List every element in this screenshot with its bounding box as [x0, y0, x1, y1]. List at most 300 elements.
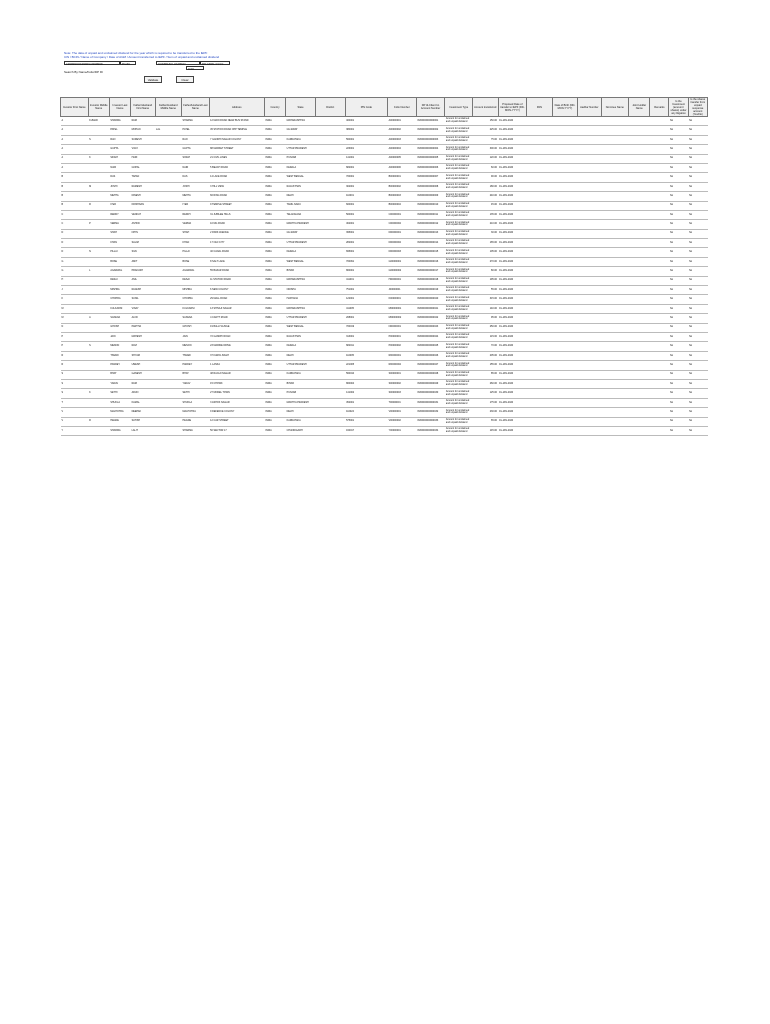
table-cell[interactable]	[601, 417, 629, 426]
table-cell[interactable]	[315, 351, 345, 360]
table-cell[interactable]	[629, 267, 650, 276]
table-cell[interactable]	[578, 239, 601, 248]
table-cell[interactable]: C00000001	[388, 210, 417, 219]
table-cell[interactable]	[155, 295, 182, 304]
table-cell[interactable]: D00000003	[388, 248, 417, 257]
table-cell[interactable]	[552, 154, 577, 163]
table-cell[interactable]: TIWARI	[109, 351, 130, 360]
table-cell[interactable]: 560010	[345, 370, 387, 379]
table-cell[interactable]: IN30000000000034	[416, 426, 445, 435]
table-cell[interactable]: 560001	[345, 135, 387, 144]
table-cell[interactable]: No	[688, 135, 707, 144]
table-cell[interactable]: No	[669, 417, 688, 426]
table-cell[interactable]: BIHAR	[286, 379, 316, 388]
table-cell[interactable]: 01-JAN-2020	[498, 361, 527, 370]
table-cell[interactable]: 55.00	[473, 286, 498, 295]
table-cell[interactable]	[527, 201, 552, 210]
table-cell[interactable]	[315, 332, 345, 341]
table-cell[interactable]: S	[61, 389, 89, 398]
table-cell[interactable]: 145.00	[473, 426, 498, 435]
table-cell[interactable]	[650, 229, 669, 238]
table-cell[interactable]: No	[688, 332, 707, 341]
table-cell[interactable]: No	[669, 201, 688, 210]
table-cell[interactable]	[629, 126, 650, 135]
table-cell[interactable]: S00000003	[388, 389, 417, 398]
table-cell[interactable]: IN30000000000009	[416, 192, 445, 201]
table-cell[interactable]: 11 STATION ROAD	[209, 276, 264, 285]
table-cell[interactable]	[552, 304, 577, 313]
table-cell[interactable]: RAVI	[131, 342, 155, 351]
table-cell[interactable]	[629, 117, 650, 126]
table-cell[interactable]: No	[669, 295, 688, 304]
table-cell[interactable]: GUJARAT	[286, 229, 316, 238]
table-cell[interactable]: LAL	[155, 126, 182, 135]
table-cell[interactable]: Amount for unclaimed and unpaid dividend	[445, 342, 473, 351]
table-cell[interactable]: MENON	[109, 342, 130, 351]
table-cell[interactable]	[601, 173, 629, 182]
table-cell[interactable]	[601, 332, 629, 341]
table-cell[interactable]	[527, 135, 552, 144]
table-cell[interactable]: 01-JAN-2020	[498, 201, 527, 210]
table-cell[interactable]	[650, 398, 669, 407]
table-cell[interactable]	[155, 314, 182, 323]
table-cell[interactable]: Amount for unclaimed and unpaid dividend	[445, 276, 473, 285]
table-cell[interactable]: IN30000000000006	[416, 163, 445, 172]
table-cell[interactable]	[629, 417, 650, 426]
table-cell[interactable]: Amount for unclaimed and unpaid dividend	[445, 398, 473, 407]
table-cell[interactable]: KULKARNI	[182, 304, 210, 313]
table-cell[interactable]: 70.00	[473, 342, 498, 351]
table-cell[interactable]	[578, 267, 601, 276]
table-cell[interactable]: INDIA	[264, 135, 285, 144]
table-cell[interactable]: VINAY	[131, 304, 155, 313]
table-cell[interactable]: YADAV	[182, 379, 210, 388]
table-cell[interactable]: Amount for unclaimed and unpaid dividend	[445, 163, 473, 172]
table-cell[interactable]: 313001	[345, 332, 387, 341]
table-cell[interactable]: NITIN	[131, 229, 155, 238]
table-cell[interactable]	[601, 389, 629, 398]
table-cell[interactable]	[552, 426, 577, 435]
table-cell[interactable]: A	[61, 117, 89, 126]
table-cell[interactable]: K	[88, 154, 109, 163]
table-cell[interactable]	[629, 342, 650, 351]
table-cell[interactable]	[155, 417, 182, 426]
table-cell[interactable]: 66 RING ROAD	[209, 192, 264, 201]
table-cell[interactable]: A	[61, 126, 89, 135]
table-cell[interactable]: P00000002	[388, 342, 417, 351]
table-cell[interactable]	[88, 398, 109, 407]
table-cell[interactable]	[88, 276, 109, 285]
table-cell[interactable]: 15 CHOWK	[209, 379, 264, 388]
table-cell[interactable]: 195.00	[473, 276, 498, 285]
table-cell[interactable]: 282001	[345, 239, 387, 248]
table-cell[interactable]	[629, 408, 650, 417]
table-cell[interactable]: 150.00	[473, 117, 498, 126]
table-cell[interactable]	[650, 323, 669, 332]
table-cell[interactable]: IN30000000000025	[416, 342, 445, 351]
table-cell[interactable]: P	[61, 342, 89, 351]
table-cell[interactable]	[578, 192, 601, 201]
table-cell[interactable]	[552, 389, 577, 398]
table-cell[interactable]: IN30000000000002	[416, 126, 445, 135]
table-cell[interactable]	[650, 248, 669, 257]
table-cell[interactable]: B	[61, 192, 89, 201]
table-cell[interactable]: AGARWAL	[109, 267, 130, 276]
table-cell[interactable]: R	[61, 361, 89, 370]
table-cell[interactable]	[315, 304, 345, 313]
table-cell[interactable]: SHARMA	[182, 426, 210, 435]
table-cell[interactable]	[315, 257, 345, 266]
table-cell[interactable]: IN30000000000023	[416, 323, 445, 332]
table-cell[interactable]	[88, 351, 109, 360]
table-cell[interactable]: 8 SALT LAKE	[209, 257, 264, 266]
table-cell[interactable]: INDIA	[264, 220, 285, 229]
table-cell[interactable]	[315, 117, 345, 126]
table-cell[interactable]: 01-JAN-2020	[498, 276, 527, 285]
table-cell[interactable]: IN30000000000028	[416, 370, 445, 379]
table-cell[interactable]: 01-JAN-2020	[498, 323, 527, 332]
table-cell[interactable]: UTTAR PRADESH	[286, 239, 316, 248]
table-cell[interactable]	[629, 229, 650, 238]
table-cell[interactable]	[578, 342, 601, 351]
table-cell[interactable]: 230.00	[473, 408, 498, 417]
table-cell[interactable]	[578, 408, 601, 417]
table-cell[interactable]: MALHOTRA	[109, 408, 130, 417]
table-cell[interactable]	[629, 145, 650, 154]
table-cell[interactable]: PATEL	[109, 126, 130, 135]
table-cell[interactable]	[88, 304, 109, 313]
table-cell[interactable]: 4 CANTT ROAD	[209, 314, 264, 323]
table-cell[interactable]: INDIA	[264, 389, 285, 398]
table-cell[interactable]	[578, 426, 601, 435]
table-cell[interactable]	[578, 276, 601, 285]
table-cell[interactable]	[527, 163, 552, 172]
table-cell[interactable]: 88 MARKET STREET	[209, 145, 264, 154]
table-cell[interactable]	[88, 370, 109, 379]
table-cell[interactable]: 65.00	[473, 417, 498, 426]
table-cell[interactable]: No	[669, 286, 688, 295]
table-cell[interactable]	[527, 332, 552, 341]
table-cell[interactable]	[552, 361, 577, 370]
table-cell[interactable]: V00000001	[388, 408, 417, 417]
table-cell[interactable]	[88, 286, 109, 295]
table-cell[interactable]	[88, 173, 109, 182]
table-cell[interactable]: No	[669, 267, 688, 276]
table-cell[interactable]: WEST BENGAL	[286, 257, 316, 266]
table-cell[interactable]: 500001	[345, 210, 387, 219]
amount-field[interactable]: 0.00	[186, 66, 204, 70]
table-cell[interactable]: Amount for unclaimed and unpaid dividend	[445, 257, 473, 266]
table-cell[interactable]	[527, 304, 552, 313]
table-cell[interactable]: KERALA	[286, 342, 316, 351]
table-cell[interactable]: UTTAR PRADESH	[286, 361, 316, 370]
table-cell[interactable]: SALIM	[131, 239, 155, 248]
table-cell[interactable]: MISHRA	[182, 286, 210, 295]
table-cell[interactable]: Amount for unclaimed and unpaid dividend	[445, 192, 473, 201]
table-cell[interactable]	[315, 267, 345, 276]
table-cell[interactable]	[155, 379, 182, 388]
table-cell[interactable]: Amount for unclaimed and unpaid dividend	[445, 351, 473, 360]
table-cell[interactable]	[552, 257, 577, 266]
table-cell[interactable]: 221005	[345, 361, 387, 370]
table-cell[interactable]	[578, 257, 601, 266]
table-cell[interactable]: Amount for unclaimed and unpaid dividend	[445, 126, 473, 135]
table-cell[interactable]	[315, 173, 345, 182]
table-cell[interactable]: SUNIL	[131, 295, 155, 304]
table-cell[interactable]: SHARMA	[109, 117, 130, 126]
table-cell[interactable]: IN30000000000026	[416, 351, 445, 360]
table-cell[interactable]: VIJAY	[131, 145, 155, 154]
table-cell[interactable]: 411001	[345, 276, 387, 285]
table-cell[interactable]: 105.00	[473, 248, 498, 257]
table-cell[interactable]	[527, 267, 552, 276]
table-cell[interactable]: 115.00	[473, 332, 498, 341]
table-cell[interactable]: INDIA	[264, 267, 285, 276]
table-cell[interactable]: G00000002	[388, 267, 417, 276]
table-cell[interactable]: C	[61, 220, 89, 229]
table-cell[interactable]: A00000005	[388, 154, 417, 163]
table-cell[interactable]: KARNATAKA	[286, 135, 316, 144]
table-cell[interactable]	[650, 239, 669, 248]
table-cell[interactable]: ARUN	[131, 389, 155, 398]
table-cell[interactable]	[527, 295, 552, 304]
table-cell[interactable]	[527, 257, 552, 266]
table-cell[interactable]	[88, 295, 109, 304]
table-cell[interactable]: D00000001	[388, 229, 417, 238]
table-cell[interactable]: DAS	[109, 173, 130, 182]
table-cell[interactable]	[88, 257, 109, 266]
table-cell[interactable]	[527, 426, 552, 435]
table-cell[interactable]	[629, 295, 650, 304]
table-cell[interactable]: 75.00	[473, 135, 498, 144]
table-cell[interactable]: 31 JUBILEE HILLS	[209, 210, 264, 219]
table-cell[interactable]: V	[61, 408, 89, 417]
table-cell[interactable]: 01-JAN-2020	[498, 173, 527, 182]
table-cell[interactable]: Amount for unclaimed and unpaid dividend	[445, 135, 473, 144]
table-cell[interactable]	[578, 117, 601, 126]
table-cell[interactable]: P	[88, 220, 109, 229]
table-cell[interactable]	[155, 361, 182, 370]
table-cell[interactable]: Amount for unclaimed and unpaid dividend	[445, 267, 473, 276]
table-cell[interactable]	[315, 426, 345, 435]
table-cell[interactable]: No	[688, 220, 707, 229]
table-cell[interactable]: 140.00	[473, 304, 498, 313]
table-cell[interactable]: No	[669, 192, 688, 201]
table-cell[interactable]: 01-JAN-2020	[498, 210, 527, 219]
table-cell[interactable]: PRAKASH	[131, 267, 155, 276]
table-cell[interactable]: INDIA	[264, 379, 285, 388]
table-cell[interactable]	[155, 201, 182, 210]
table-cell[interactable]	[552, 267, 577, 276]
table-cell[interactable]: 01-JAN-2020	[498, 220, 527, 229]
table-cell[interactable]: IYER	[109, 201, 130, 210]
table-cell[interactable]: G	[61, 267, 89, 276]
table-cell[interactable]: B00000003	[388, 192, 417, 201]
table-cell[interactable]: INDIA	[264, 239, 285, 248]
table-cell[interactable]: M00000002	[388, 314, 417, 323]
table-cell[interactable]: No	[688, 361, 707, 370]
table-cell[interactable]: REDDY	[182, 210, 210, 219]
table-cell[interactable]	[155, 135, 182, 144]
table-cell[interactable]: NAIR	[182, 163, 210, 172]
table-cell[interactable]: No	[688, 210, 707, 219]
table-cell[interactable]	[315, 398, 345, 407]
table-cell[interactable]: AMIT	[131, 257, 155, 266]
table-cell[interactable]: 01-JAN-2020	[498, 239, 527, 248]
table-cell[interactable]: INDIA	[264, 248, 285, 257]
table-cell[interactable]: 01-JAN-2020	[498, 126, 527, 135]
table-cell[interactable]	[155, 182, 182, 191]
table-cell[interactable]: A	[61, 163, 89, 172]
table-cell[interactable]	[315, 210, 345, 219]
table-cell[interactable]: No	[669, 332, 688, 341]
table-cell[interactable]	[601, 154, 629, 163]
table-cell[interactable]	[315, 201, 345, 210]
table-cell[interactable]: IN30000000000031	[416, 398, 445, 407]
table-cell[interactable]: J	[61, 286, 89, 295]
table-cell[interactable]	[650, 182, 669, 191]
table-cell[interactable]: BOSE	[109, 257, 130, 266]
table-cell[interactable]: 160017	[345, 426, 387, 435]
table-cell[interactable]	[315, 145, 345, 154]
table-cell[interactable]: No	[688, 192, 707, 201]
table-cell[interactable]: TIWARI	[182, 351, 210, 360]
table-cell[interactable]: No	[669, 135, 688, 144]
table-cell[interactable]: Amount for unclaimed and unpaid dividend	[445, 295, 473, 304]
table-cell[interactable]: No	[688, 257, 707, 266]
table-cell[interactable]: S00000001	[388, 370, 417, 379]
table-cell[interactable]	[315, 229, 345, 238]
table-cell[interactable]	[552, 163, 577, 172]
table-cell[interactable]	[552, 220, 577, 229]
table-cell[interactable]: D	[61, 229, 89, 238]
table-cell[interactable]	[552, 135, 577, 144]
table-cell[interactable]: 411005	[345, 304, 387, 313]
table-cell[interactable]: No	[669, 154, 688, 163]
table-cell[interactable]	[155, 389, 182, 398]
table-cell[interactable]: INDIA	[264, 145, 285, 154]
table-cell[interactable]: No	[688, 276, 707, 285]
table-cell[interactable]: INDIA	[264, 173, 285, 182]
table-cell[interactable]: 240.00	[473, 192, 498, 201]
table-cell[interactable]: UTTAR PRADESH	[286, 145, 316, 154]
table-cell[interactable]	[601, 379, 629, 388]
table-cell[interactable]	[578, 332, 601, 341]
table-cell[interactable]	[88, 192, 109, 201]
table-cell[interactable]: D	[61, 239, 89, 248]
table-cell[interactable]	[629, 210, 650, 219]
table-cell[interactable]: No	[688, 314, 707, 323]
table-cell[interactable]: IN30000000000029	[416, 379, 445, 388]
table-cell[interactable]: 226001	[345, 145, 387, 154]
table-cell[interactable]: BHAT	[109, 370, 130, 379]
table-cell[interactable]: 01-JAN-2020	[498, 154, 527, 163]
table-cell[interactable]	[155, 332, 182, 341]
table-cell[interactable]	[155, 173, 182, 182]
table-cell[interactable]: MEHTA	[182, 192, 210, 201]
table-cell[interactable]	[527, 323, 552, 332]
table-cell[interactable]: IN30000000000010	[416, 201, 445, 210]
table-cell[interactable]	[155, 286, 182, 295]
table-cell[interactable]: Amount for unclaimed and unpaid dividend	[445, 173, 473, 182]
table-cell[interactable]: Amount for unclaimed and unpaid dividend	[445, 370, 473, 379]
table-cell[interactable]: INDIA	[264, 398, 285, 407]
table-cell[interactable]	[552, 201, 577, 210]
table-cell[interactable]	[650, 201, 669, 210]
table-cell[interactable]	[552, 295, 577, 304]
table-cell[interactable]: GUJARAT	[286, 126, 316, 135]
table-cell[interactable]: SHYAM	[131, 351, 155, 360]
table-cell[interactable]: 01-JAN-2020	[498, 332, 527, 341]
table-cell[interactable]	[650, 417, 669, 426]
table-cell[interactable]: INDIA	[264, 304, 285, 313]
table-cell[interactable]: 45 STATION ROAD OPP TEMPLE	[209, 126, 264, 135]
table-cell[interactable]: 01-JAN-2020	[498, 379, 527, 388]
table-cell[interactable]: JOSHI	[182, 182, 210, 191]
table-cell[interactable]: RAJESH	[131, 286, 155, 295]
table-cell[interactable]	[650, 351, 669, 360]
table-cell[interactable]	[315, 248, 345, 257]
table-cell[interactable]: A	[61, 154, 89, 163]
table-cell[interactable]: K00000001	[388, 295, 417, 304]
table-cell[interactable]: KERALA	[286, 248, 316, 257]
table-cell[interactable]: KRISHNAN	[131, 201, 155, 210]
table-cell[interactable]: 141001	[345, 154, 387, 163]
table-cell[interactable]: No	[669, 182, 688, 191]
table-cell[interactable]	[650, 126, 669, 135]
table-cell[interactable]: RAM	[131, 379, 155, 388]
table-cell[interactable]: H00000001	[388, 276, 417, 285]
table-cell[interactable]	[601, 304, 629, 313]
table-cell[interactable]: M	[88, 182, 109, 191]
table-cell[interactable]: 452001	[345, 398, 387, 407]
table-cell[interactable]	[527, 389, 552, 398]
prefill-field[interactable]: Prefill	[120, 61, 136, 65]
table-cell[interactable]: 37 KAROL BAGH	[209, 351, 264, 360]
table-cell[interactable]	[155, 192, 182, 201]
table-cell[interactable]: 110001	[345, 192, 387, 201]
table-cell[interactable]: ODISHA	[286, 286, 316, 295]
table-cell[interactable]: Y00000001	[388, 426, 417, 435]
table-cell[interactable]	[578, 210, 601, 219]
table-cell[interactable]: Amount for unclaimed and unpaid dividend	[445, 314, 473, 323]
table-cell[interactable]: No	[688, 145, 707, 154]
table-cell[interactable]	[315, 342, 345, 351]
table-cell[interactable]	[527, 210, 552, 219]
table-cell[interactable]: No	[688, 163, 707, 172]
table-cell[interactable]: 682001	[345, 163, 387, 172]
table-cell[interactable]: Amount for unclaimed and unpaid dividend	[445, 286, 473, 295]
table-cell[interactable]: 95.00	[473, 314, 498, 323]
table-cell[interactable]	[650, 332, 669, 341]
table-cell[interactable]	[601, 248, 629, 257]
table-cell[interactable]	[601, 210, 629, 219]
table-cell[interactable]: 208001	[345, 314, 387, 323]
table-cell[interactable]: No	[688, 229, 707, 238]
table-cell[interactable]	[155, 426, 182, 435]
table-cell[interactable]	[155, 351, 182, 360]
table-cell[interactable]: 01-JAN-2020	[498, 351, 527, 360]
table-cell[interactable]: 23 MARINE DRIVE	[209, 342, 264, 351]
table-cell[interactable]	[578, 145, 601, 154]
table-cell[interactable]	[601, 398, 629, 407]
table-cell[interactable]: P	[61, 332, 89, 341]
table-cell[interactable]: REDDY	[109, 210, 130, 219]
table-cell[interactable]: SINGH	[109, 154, 130, 163]
table-cell[interactable]: DESAI	[109, 276, 130, 285]
table-cell[interactable]: Amount for unclaimed and unpaid dividend	[445, 201, 473, 210]
table-cell[interactable]	[155, 398, 182, 407]
